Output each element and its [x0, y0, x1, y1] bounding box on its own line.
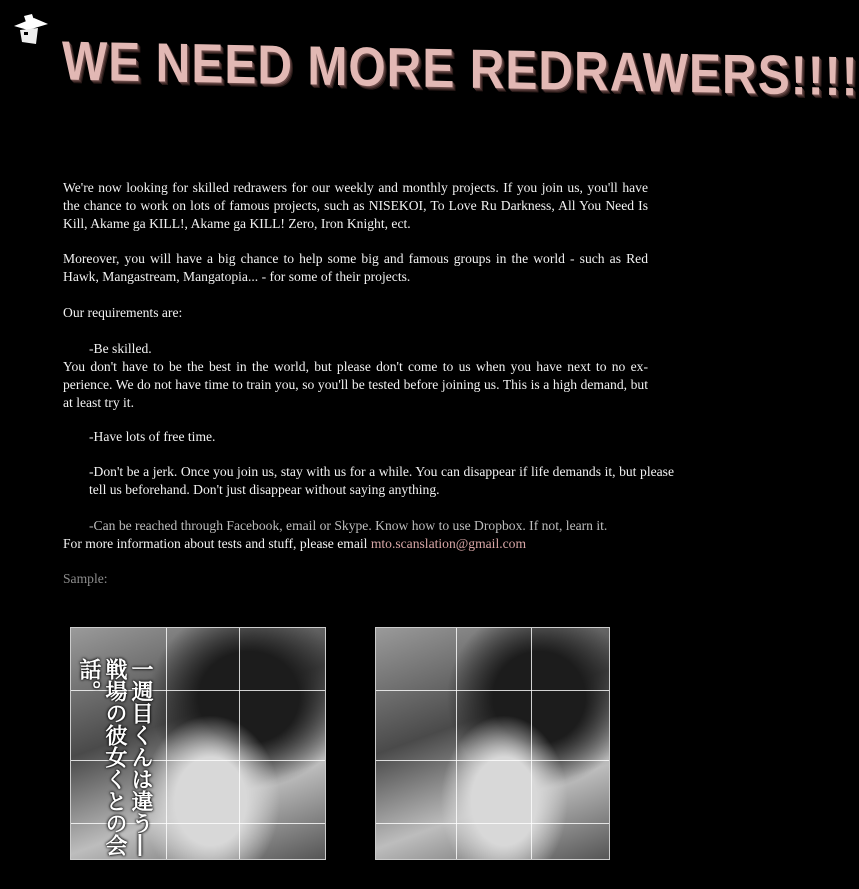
requirement-skilled-detail: You don't have to be the best in the world, but please don't come to us when you have next to no ex-perience. We do not have time to train you, so you'll be tested before joining us. This is a high demand, but at least try it.	[63, 359, 648, 410]
sample-image-after	[375, 627, 610, 860]
requirement-free-time: -Have lots of free time.	[89, 429, 216, 444]
sample-caption-japanese: 一週目くんは違う―戦場の彼女くとの会話。	[76, 658, 153, 856]
requirement-not-jerk: -Don't be a jerk. Once you join us, stay with us for a while. You can disappear if life demands it, but please tell us beforehand. Don't just disappear without saying anything.	[89, 464, 674, 497]
page-title: WE NEED MORE REDRAWERS!!!!	[62, 31, 859, 109]
requirements-heading: Our requirements are:	[63, 305, 183, 320]
intro-paragraph: We're now looking for skilled redrawers for our weekly and monthly projects. If you join us, you'll have the chance to work on lots of famous projects, such as NISEKOI, To Love Ru Darkness, All You Need Is Kill, Akame ga KILL!, Akame ga KILL! Zero, Iron Knight, ect.	[63, 180, 648, 231]
contact-line	[63, 535, 648, 553]
requirement-reachable: -Can be reached through Facebook, email or Skype. Know how to use Dropbox. If not, learn it.	[89, 518, 608, 533]
contact-text: For more information about tests and stuff, please email	[63, 536, 371, 551]
groups-paragraph: Moreover, you will have a big chance to help some big and famous groups in the world - such as Red Hawk, Mangastream, Mangatopia... - for some of their projects.	[63, 251, 648, 284]
hat-mascot-icon	[10, 12, 50, 46]
sample-label: Sample:	[63, 571, 108, 586]
requirement-skilled: -Be skilled.	[89, 341, 152, 356]
email-link[interactable]: mto.scanslation@gmail.com	[370, 536, 527, 551]
sample-image-before	[70, 627, 326, 860]
